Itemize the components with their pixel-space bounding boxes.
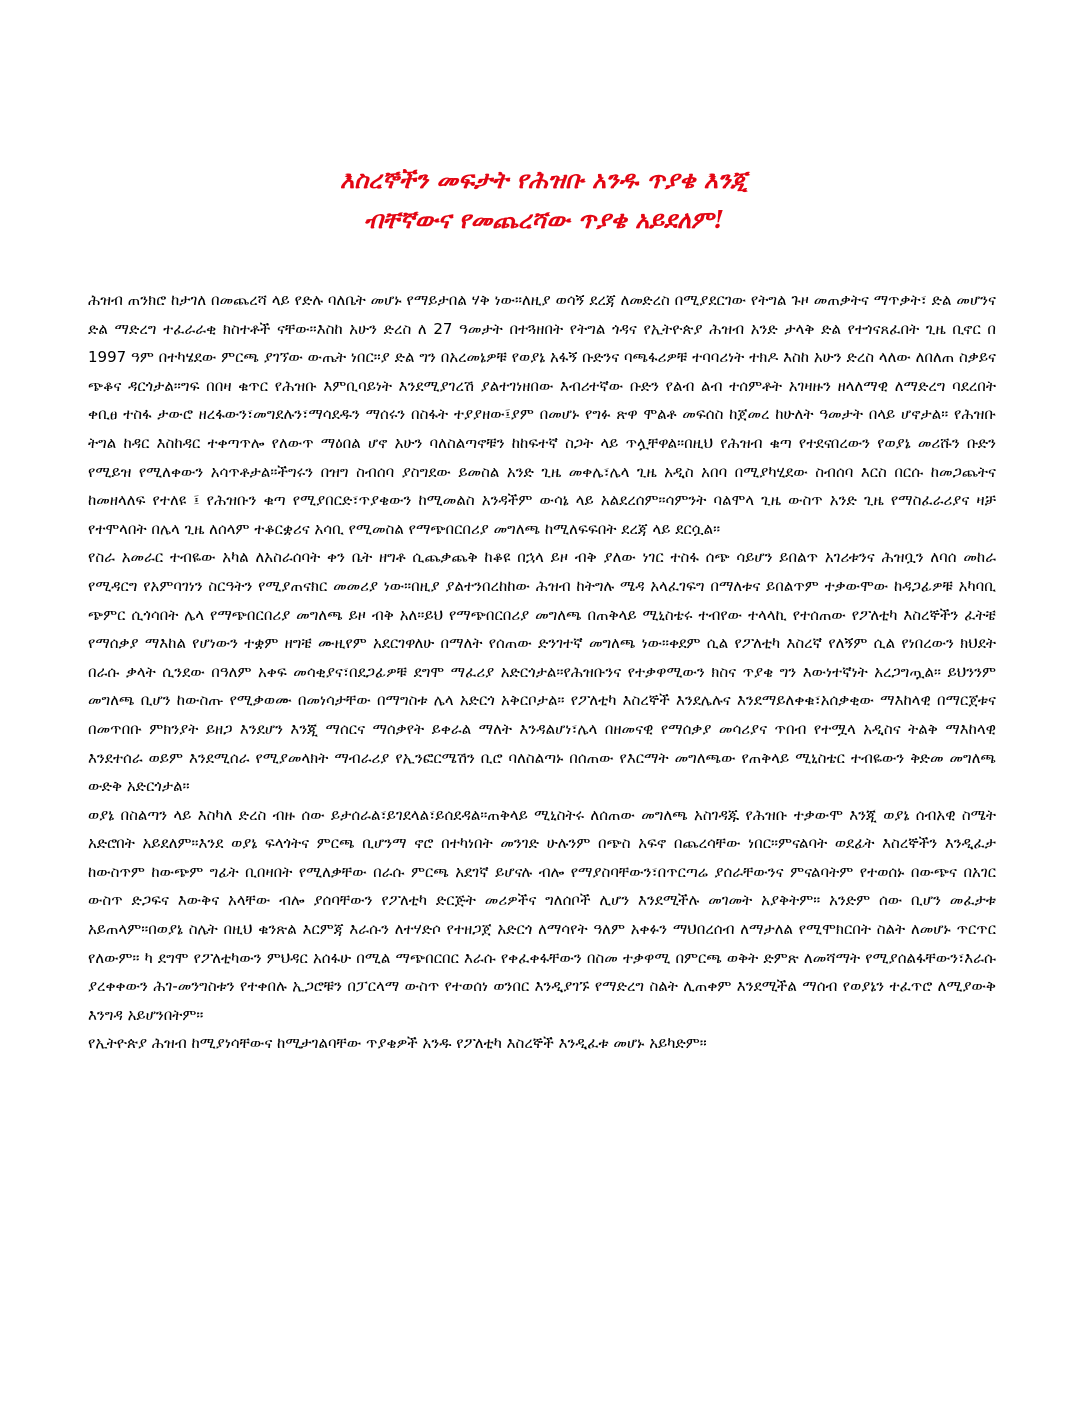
document-title: [0, 160, 1088, 240]
paragraph-4: የኢትዮጵያ ሕዝብ ከሚያነሳቸውና ከሚታገልባቸው ጥያቄዎች አንዱ የፖለቲካ እስረኞች እንዲፈቱ መሆኑ አይካድም።: [88, 1034, 707, 1053]
document-body: [88, 286, 996, 1058]
title-line-2: ብቸኛውና የመጨረሻው ጥያቄ አይደለም!: [364, 205, 724, 234]
paragraph-2: የስራ አመራር ተብዬው አካል ለአስራሰባት ቀን ቤት ዘግቶ ሲጨቃጨቅ ከቆዩ በኋላ ይዞ ብቅ ያለው ነገር ተስፋ ሰጭ ሳይሆን ይበልጥ አገሪቱንና ሕዝቧን ለባሰ መከራ የሚዳርግ የአምባገነን ስርዓትን የሚያጠናክር መመሪያ ነው።በዚያ ያልተንበረከከው ሕዝብ ከትግሉ ሜዳ አላፈገፍግ በማለቱና ይበልጥም ተቃውሞው ከዳጋፊዎቹ አካባቢ ጭምር ሲጎሳበት ሌላ የማጭበርበሪያ መግለጫ ይዞ ብቅ አለ።ይህ የማጭበርበሪያ መግለጫ በጠቅላይ ሚኒስቴሩ ተብየው ተላላኪ የተሰጠው የፖለቲካ እስረኞችን ፈትቼ የማሰቃያ ማእከል የሆነውን ተቋም ዘግቼ ሙዚየም አደርገዋለሁ በማለት የሰጠው ድንገተኛ መግለጫ ነው።ቀደም ሲል የፖለቲካ እስረኛ የለኝም ሲል የነበረውን ክህደት በራሱ ቃላት ሲንደው በዓለም አቀፍ መሳቂያና፣በደጋፊዎቹ ደግሞ ማፈሪያ አድርጎታል።የሕዝቡንና የተቃዋሚውን ክስና ጥያቄ ግን እውነተኛነት አረጋግጧል። ይህንንም መግለጫ ቢሆን ከውስጡ የሚቃወሙ በመነሳታቸው በማግስቱ ሌላ አድርጎ አቅርቦታል። የፖለቲካ እስረኞች እንደሌሉና እንደማይለቀቁ፣አሰቃቂው ማእከላዊ በማርጀቱና በመጥበቡ ምክንያት ይዘጋ እንደሆን እንጂ ማሰርና ማሰቃየት ይቀራል ማለት እንዳልሆነ፣ሌላ በዘመናዊ የማሰቃያ መሳሪያና ጥበብ የተሟላ አዲስና ትልቅ ማእከላዊ እንደተሰራ ወይም እንደሚሰራ የሚያመላክት ማብራሪያ የኢንፎርሜሽን ቢሮ ባለስልጣኑ በሰጠው የእርማት መግለጫው የጠቅላይ ሚኒስቴር ተብዬውን ቅድመ መግለጫ ውድቅ አድርጎታል።: [88, 548, 996, 796]
title-line-1: እስረኞችን መፍታት የሕዝቡ አንዱ ጥያቄ እንጂ: [340, 165, 748, 194]
paragraph-3: ወያኔ በስልጣን ላይ እስካለ ድረስ ብዙ ሰው ይታሰራል፣ይገደላል፣ይሰደዳል።ጠቅላይ ሚኒስትሩ ለሰጠው መግለጫ አስገዳጁ የሕዝቡ ተቃውሞ እንጂ ወያኔ ሰብአዊ ስሜት አድሮበት አይደለም።እንደ ወያኔ ፍላጎትና ምርጫ ቢሆንማ ኖሮ በተካነበት መንገድ ሁሉንም በጭስ አፍኖ በጨረሳቸው ነበር።ምናልባት ወደፊት እስረኞችን እንዲፈታ ከውስጥም ከውጭም ግፊት ቢበዛበት የሚለቃቸው በራሱ ምርጫ አደገኛ ይሆናሉ ብሎ የማያስባቸውን፣በጥርጣሬ ያሰራቸውንና ምናልባትም የተወሰኑ በውጭና በአገር ውስጥ ድጋፍና እውቅና አላቸው ብሎ ያሰባቸውን የፖለቲካ ድርጅት መሪዎችና ግለሰቦች ሊሆን እንደሚችሉ መገመት አያቅትም። አንድም ሰው ቢሆን መፈታቱ አይጠላም።በወያኔ ስሌት በዚህ ቁንጽል እርምጃ እራሱን ለተሃድሶ የተዘጋጀ አድርጎ ለማሳየት ዓለም አቀፉን ማህበረሰብ ለማታለል የሚሞክርበት ስልት ለመሆኑ ጥርጥር የለውም። ካ ደግሞ የፖለቲካውን ምህዳር አሰፋሁ በሚል ማጭበርበር እራሱ የቀፈቀፋቸውን በስመ ተቃዋሚ በምርጫ ወቅት ድምጽ ለመሻማት የሚያሰልፋቸውን፣እራሱ ያረቀቀውን ሕገ-መንግስቱን የተቀበሉ ኢጋሮቹን በፓርላማ ውስጥ የተወሰነ ወንበር እንዲያገኙ የማድረግ ስልት ሊጠቀም እንደሚችል ማሰብ የወያኔን ተፈጥሮ ለሚያውቅ እንግዳ አይሆንበትም።: [88, 805, 996, 1024]
paragraph-1: ሕዝብ ጠንክሮ ከታገለ በመጨረሻ ላይ የድሉ ባለቤት መሆኑ የማይታበል ሃቅ ነው።ለዚያ ወሳኝ ደረጃ ለመድረስ በሚያደርገው የትግል ጉዞ መጠቃትና ማጥቃት፣ ድል መሆንና ድል ማድረግ ተፈራራቂ ክስተቶች ናቸው።እስከ አሁን ድረስ ለ 27 ዓመታት በተጓዘበት የትግል ጎዳና የኢትዮጵያ ሕዝብ አንድ ታላቅ ድል የተጎናጸፈበት ጊዜ ቢኖር በ 1997 ዓም በተካሄደው ምርጫ ያገኘው ውጤት ነበር።ያ ድል ግን በአረመኔዎቹ የወያኔ አፋኝ ቡድንና ባጫፋሪዎቹ ተባባሪነት ተክዶ እስከ አሁን ድረስ ላለው ለበለጠ ስቃይና ጭቆና ዳርጎታል።ግፍ በበዛ ቁጥር የሕዝቡ እምቢባይነት እንደሚያገረሽ ያልተገነዘበው እብሪተኛው ቡድን የልብ ልብ ተሰምቶት አገዛዙን ዘላለማዊ ለማድረግ ባደረበት ቀቢፀ ተስፋ ታውሮ ዘረፋውን፣መግደሉን፣ማሳደዱን ማሰሩን በስፋት ተያያዘው፤ያም በመሆኑ የግፉ ጽዋ ሞልቶ መፍሰስ ከጀመረ ከሁለት ዓመታት በላይ ሆኖታል። የሕዝቡ ትግል ከዳር እስከዳር ተቀጣጥሎ የለውጥ ማዕበል ሆኖ አሁን ባለስልጣኖቹን ከከፍተኛ ስጋት ላይ ጥሏቸዋል።በዚህ የሕዝብ ቁጣ የተደናበረውን የወያኔ መሪሹን ቡድን የሚይዝ የሚለቀውን አሳጥቶታል።ችግሩን በዝግ ስብሰባ ያስግደው ይመስል አንድ ጊዜ መቀሌ፣ሌላ ጊዜ አዲስ አበባ በሚያካሂደው ስብሰባ እርስ በርሱ ከመጋጨትና ከመዘላለፍ የተለዩ ፤ የሕዝቡን ቁጣ የሚያበርድ፣ጥያቄውን ከሚመልስ አንዳችም ውሳኔ ላይ አልደረሰም።ሳምንት ባልሞላ ጊዜ ውስጥ አንድ ጊዜ የማስፈራሪያና ዛቻ የተሞላበት በሌላ ጊዜ ለሰላም ተቆርቋሪና አሳቢ የሚመስል የማጭበርበሪያ መግለጫ ከሚለፍፍበት ደረጃ ላይ ደርሷል።: [88, 291, 996, 538]
